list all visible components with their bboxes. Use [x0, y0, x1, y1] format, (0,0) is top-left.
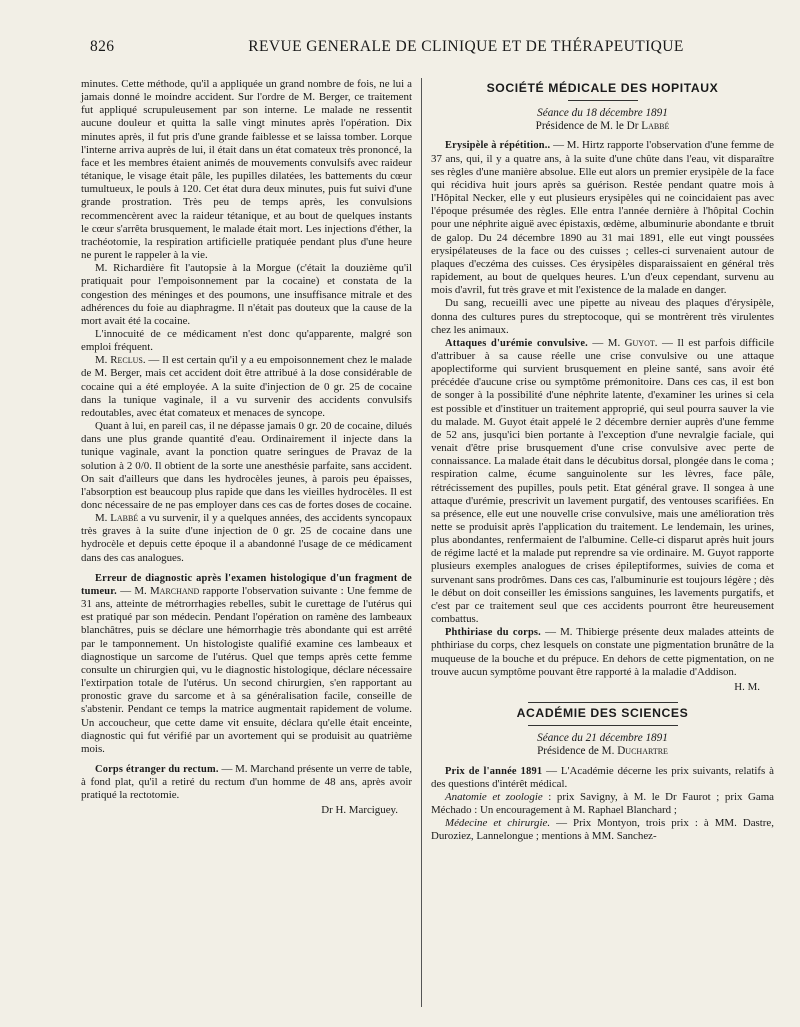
- paragraph-text: — M.: [587, 336, 625, 349]
- paragraph: [81, 512, 412, 565]
- seance-date: Séance du 21 décembre 1891: [537, 732, 668, 745]
- signature: H. M.: [734, 680, 760, 693]
- run-in-heading: Prix de l'année 1891: [445, 765, 543, 777]
- presidence: [431, 745, 774, 758]
- president-name: Labbé: [641, 120, 670, 133]
- paragraph: [431, 337, 774, 626]
- run-in-heading: Erysipèle à répétition..: [445, 140, 551, 152]
- speaker-name: M. Reclus.: [95, 354, 146, 367]
- president-name: Duchartre: [617, 745, 668, 758]
- speaker-name: Guyot.: [624, 336, 658, 349]
- run-in-heading: Attaques d'urémie convulsive.: [445, 337, 588, 349]
- paragraph-text: — M. Marchand présente un verre de table, à fond plat, qu'il a retiré du rectum d'un homme de 48 ans, après avoir pratiqué la rectotomie.: [81, 762, 413, 802]
- paragraph-text: — L'Académie décerne les prix suivants, relatifs à des questions d'intérêt médical.: [431, 764, 774, 790]
- paragraph: minutes. Cette méthode, qu'il a appliquée un grand nombre de fois, ne lui a jamais donné le moindre accident. Sur l'ordre de M. Berger, ce traitement fut appliqué scrupuleusement par son interne. Le malade ne ressentit aucune douleur et quitta la salle vingt minutes après l'opération. Dix minutes après, il fut pris d'une grande faiblesse et se laissa tomber. Lorque l'interne arriva auprès de lui, il était dans un état comateux très prononcé, la face et les membres étaient animés de mouvements convulsifs avec raideur tétanique, le visage était pâle, les pupilles dilatées, les battements du cœur tumultueux, le pouls à 120. Cet état dura deux minutes, puis fut suivi d'une grande prostration. Très peu de temps après, les convulsions recommencèrent avec la raideur tétanique, et au bout de quelques instants le cœur s'arrêta brusquement, le malade était mort. Les injections d'éther, la trachéotomie, la respiration artificielle pratiquée pendant plus d'une heure ne purent le rappeler à la vie.: [81, 78, 412, 262]
- presidence-text: Présidence de M. le Dr: [535, 120, 642, 133]
- paragraph: [431, 139, 774, 297]
- paragraph-text: — M.: [116, 584, 150, 597]
- page-number: 826: [90, 38, 115, 55]
- paragraph: [81, 763, 412, 802]
- run-in-heading: Phthiriase du corps.: [445, 627, 541, 639]
- paragraph: [431, 765, 774, 791]
- paragraph-text: — Il est parfois difficile d'attribuer à sa cause réelle une crise convulsive ou une attaque apoplectiforme qui survient brusquement en pleine santé, sans avoir été précédée d'aucune crise ou symptôme prémonitoire. Dans ces cas, il est bon de songer à la possibilité d'une néphrite latente, d'examiner les urines si cela est possible et d'instituer un traitement approprié, qui seul pourra sauver la vie du malade. M. Guyot était appelé le 2 décembre dernier auprès d'une femme de 52 ans, jusqu'ici bien portante à l'exception d'une nevralgie faciale, qui venait d'être prise brusquement d'une crise convulsive avec perte de connaissance. La malade était dans le décubitus dorsal, plongée dans le coma ; respiration calme, écume sanguinolente sur les lèvres, face pâle, rétrécissement des pupilles, pouls petit. Etat général grave. Il songea à une attaque d'urémie, prescrivit un lavement purgatif, des ventouses scarifiées. En sa présence, elle eut une nouvelle crise convulsive, mais une amélioration très nette se produisit après l'application du traitement. Le lendemain, les urines, plus abondantes, renfermaient de l'albumine. Celle-ci disparut après huit jours de régime lacté et la malade put reprendre sa vie ordinaire. M. Guyot rapporte plusieurs exemples analogues de crises épileptiformes, suivies de coma et survenant sans prodrômes. Dans ces cas, l'albuminurie est toujours légère ; dès le début on doit conseiller les émissions sanguines, les lavements purgatifs, et c'est par ce traitement seul que ces accidents pourront être heureusement combattus.: [431, 336, 774, 626]
- paragraph-text: — Il est certain qu'il y a eu empoisonnement chez le malade de M. Berger, mais cet accident doit être attribué à la dose considérable de cocaine qui a été employée. A la suite d'injection de 0 gr. 25 de cocaine dans la tunique vaginale, il a vu survenir des accidents convulsifs redoutables, avec état comateux et menaces de syncope.: [81, 354, 413, 419]
- paragraph: Du sang, recueilli avec une pipette au niveau des plaques d'érysipèle, donna des cultures pures du streptocoque, qui se montrèrent très virulentes chez les animaux.: [431, 297, 774, 336]
- section-rule: [528, 725, 678, 726]
- run-in-heading: Corps étranger du rectum.: [95, 763, 219, 775]
- presidence: [431, 120, 774, 133]
- paragraph: L'innocuité de ce médicament n'est donc qu'apparente, malgré son emploi fréquent.: [81, 327, 412, 354]
- paragraph: [431, 626, 774, 679]
- paragraph-text: — M. Thibierge présente deux malades atteints de phthiriase du corps, chez lesquels on constate une pigmentation brunâtre de la muqueuse de la bouche et du prépuce. En dehors de cette pigmentation, on ne trouve aucun symptôme pouvant être rapporté à la maladie d'Addison.: [431, 626, 774, 678]
- paragraph: [81, 572, 412, 756]
- speaker-name: Marchand: [149, 584, 200, 597]
- paragraph-text: — Prix Montyon, trois prix : à MM. Dastre, Duroziez, Lannelongue ; mentions à MM. Sanchez-: [431, 817, 774, 843]
- section-title: SOCIÉTÉ MÉDICALE DES HOPITAUX: [486, 81, 719, 95]
- paragraph: [431, 817, 774, 843]
- run-in-heading: Erreur de diagnostic après l'examen histologique d'un fragment de tumeur.: [81, 572, 412, 597]
- paragraph: [81, 354, 412, 420]
- right-column: [431, 78, 774, 843]
- section-rule: [528, 702, 678, 703]
- seance-date: Séance du 18 décembre 1891: [537, 107, 668, 120]
- column-divider: [421, 78, 422, 1007]
- paragraph-text: : prix Savigny, à M. le Dr Faurot ; prix Gama Méchado : Un encouragement à M. Raphael Blanchard ;: [431, 790, 775, 816]
- section-title: ACADÉMIE DES SCIENCES: [516, 706, 689, 721]
- paragraph: [431, 791, 774, 817]
- paragraph: Quant à lui, en pareil cas, il ne dépasse jamais 0 gr. 20 de cocaine, dilués dans une plus grande quantité d'eau. Ordinairement il injecte dans la tunique vaginale, avant la ponction quatre seringues de Pravaz de la solution à 2 0/0. Il obtient de la sorte une anesthésie parfaite, sans accident. On sait d'ailleurs que dans les hydrocèles jeunes, à parois peu épaisses, l'absorption est beaucoup plus rapide que dans les vieilles hydrocèles. Il est donc nécessaire de ne pas employer dans ces cas de fortes doses de cocaine.: [81, 420, 412, 511]
- paragraph-text: — M. Hirtz rapporte l'observation d'une femme de 37 ans, qui, il y a quatre ans, à la suite d'une chûte dans l'eau, vit disparaître ses règles d'une manière absolue. Elle eut alors un premier erysipèle de la face qui récidiva huit jours après sa guérison. Restée pendant quatre mois à l'Hôpital Necker, elle y eut plusieurs erysipèles qui ne coincidaient pas avec l'époque présumée des règles. Elle entra l'année dernière à l'hôpital Cochin pour une néphrite aiguë avec épistaxis, œdème, albuminurie abondante e tbruit de galop. Du 24 décembre 1890 au 31 mai 1891, elle eut vingt poussées erysipélateuses de la face ou des cuisses ; celles-ci survenaient autour de plaques d'eczéma des cuisses. Ces érysipèles disparaissaient en général très rapidement, au bout de quelques heures. L'un d'eux cependant, survenu au mois d'avril, fut très grave et mit l'existence de la malade en danger.: [431, 139, 774, 297]
- speaker-name: M. Labbé: [95, 512, 139, 525]
- signature: Dr H. Marciguey.: [321, 804, 398, 817]
- paragraph-text: a vu survenir, il y a quelques années, des accidents syncopaux très graves à la suite d'une injection de 0 gr. 25 de cocaine dans une hydrocèle et depuis cette époque il a abandonné l'usage de ce médicament dans des cas analogues.: [81, 512, 413, 564]
- italic-heading: Anatomie et zoologie: [445, 790, 543, 803]
- presidence-text: Présidence de M.: [537, 745, 618, 758]
- left-column: [81, 78, 412, 818]
- running-title: REVUE GENERALE DE CLINIQUE ET DE THÉRAPEUTIQUE: [248, 38, 684, 55]
- page-header: [90, 36, 738, 60]
- paragraph-text: rapporte l'observation suivante : Une femme de 31 ans, atteinte de métrorrhagies rebelles, subit le curettage de l'utérus qui est pratiqué par son médecin. Pendant l'opération on ramène des lambeaux blanchâtres, puis se déclare une hémorrhagie très abondante qui est arrêté par le tamponnement. Un histologiste qualifié examine ces lambeaux et diagnostique un sarcome de l'utérus. Quel que temps après cette femme consulte un chirurgien qui, vu le diagnostic histologique, déclare nécessaire l'extirpation totale de l'utérus. Un second chirurgien, s'en rapportant au pronostic grave du sarcome et à sa généralisation facile, conseille de s'abstenir. Pendant ce temps la matrice augmentait rapidement de volume. Un accoucheur, que cette dame vit ensuite, déclara qu'elle était enceinte, diagnostic qui fut vérifié par un avortement qui se produisit au quatrième mois.: [81, 584, 412, 755]
- paragraph: M. Richardière fit l'autopsie à la Morgue (c'était la douzième qu'il pratiquait pour l'empoisonnement par la cocaine) et constata de la congestion des méninges et des poumons, une insuffisance mitrale et des adhérences du foie au diaphragme. Il n'était pas douteux que la cause de la mort avait été la cocaine.: [81, 262, 412, 327]
- section-rule: [568, 100, 638, 101]
- italic-heading: Médecine et chirurgie.: [445, 817, 551, 830]
